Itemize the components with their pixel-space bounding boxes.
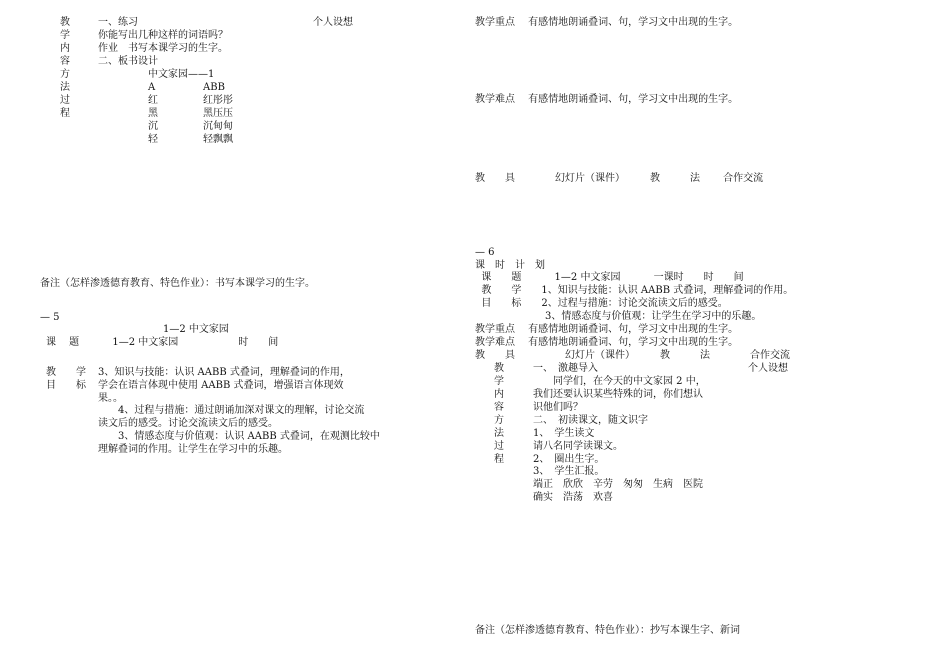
focus-row: 教学重点 有感情地朗诵叠词、句，学习文中出现的生字。 (475, 17, 739, 28)
vert-char: 教 (494, 363, 504, 374)
plan-line: 3、情感态度与价值观：让学生在学习中的乐趣。 (475, 311, 762, 322)
goal-line: 读文后的感受。讨论交流读文后的感受。 (98, 418, 278, 429)
lesson-heading: 1—2 中文家园 (163, 324, 229, 335)
process-line: 二、 初读课文，随文识字 (533, 415, 648, 426)
vert-char: 容 (494, 402, 504, 413)
page-number: — 6 (475, 247, 495, 258)
board-cell: 红 (148, 95, 158, 106)
process-line: 3、 学生汇报。 (533, 466, 605, 477)
board-cell: 黑压压 (203, 108, 233, 119)
board-cell: 轻 (148, 134, 158, 145)
process-line: 一、 激趣导入 (533, 363, 598, 374)
process-line: 我们还要认识某些特殊的词，你们想认 (533, 389, 703, 400)
goal-line: 3、知识与技能：认识 AABB 式叠词，理解叠词的作用， (98, 367, 350, 378)
vert-char: 容 (60, 56, 70, 67)
board-design-heading: 二、板书设计 (98, 56, 158, 67)
vert-char: 程 (60, 108, 70, 119)
goal-line: 理解叠词的作用。让学生在学习中的乐趣。 (98, 444, 288, 455)
vert-char: 教 (60, 17, 70, 28)
process-line: 1、 学生读文 (533, 428, 595, 439)
exercise-heading: 一、练习 (98, 17, 138, 28)
vert-char: 过 (494, 441, 504, 452)
board-cell: 红彤彤 (203, 95, 233, 106)
plan-line: 教学难点 有感情地朗诵叠词、句，学习文中出现的生字。 (475, 337, 739, 348)
process-line: 2、 圈出生字。 (533, 454, 605, 465)
vert-char: 学 (60, 30, 70, 41)
goal-line: 4、过程与措施：通过朗诵加深对课文的理解，讨论交流 (98, 405, 365, 416)
homework-line: 作业 书写本课学习的生字。 (98, 43, 228, 54)
board-cell: 轻飘飘 (203, 134, 233, 145)
goal-line: 3、情感态度与价值观：认识 AABB 式叠词，在观测比较中 (98, 431, 380, 442)
plan-line: 教 学 1、知识与技能：认识 AABB 式叠词，理解叠词的作用。 (475, 285, 794, 296)
goal-label: 目 标 (46, 380, 86, 391)
vert-char: 法 (60, 82, 70, 93)
tools-row: 教 具 幻灯片（课件） 教 法 合作交流 (475, 173, 764, 184)
process-line: 请八名同学读课文。 (533, 441, 623, 452)
board-cell: A (148, 82, 156, 93)
plan-line: 教 具 幻灯片（课件） 教 法 合作交流 (475, 350, 790, 361)
right-remark: 备注（怎样渗透德育教育、特色作业）：抄写本课生字、新词 (475, 625, 740, 636)
personal-thought-label: 个人设想 (313, 17, 353, 28)
vert-char: 方 (60, 69, 70, 80)
plan-title: 课 时 计 划 (475, 260, 545, 271)
vocab-line: 端正 欣欣 辛劳 匆匆 生病 医院 (533, 479, 703, 490)
process-line: 同学们，在今天的中文家园 2 中， (533, 376, 706, 387)
vert-char: 过 (60, 95, 70, 106)
vert-char: 方 (494, 415, 504, 426)
left-remark: 备注（怎样渗透德育教育、特色作业）：书写本课学习的生字。 (40, 278, 315, 289)
vert-char: 程 (494, 454, 504, 465)
board-cell: 黑 (148, 108, 158, 119)
board-cell: 沉 (148, 121, 158, 132)
plan-line: 教学重点 有感情地朗诵叠词、句，学习文中出现的生字。 (475, 324, 739, 335)
difficulty-row: 教学难点 有感情地朗诵叠词、句，学习文中出现的生字。 (475, 94, 739, 105)
vert-char: 法 (494, 428, 504, 439)
page-number: — 5 (40, 312, 60, 323)
goal-line: 学会在语言体现中使用 AABB 式叠词，增强语言体现效 (98, 380, 344, 391)
board-cell: ABB (203, 82, 225, 93)
vert-char: 内 (494, 389, 504, 400)
board-cell: 沉甸甸 (203, 121, 233, 132)
personal-thought-label: 个人设想 (748, 363, 788, 374)
plan-line: 目 标 2、过程与措施：讨论交流读文后的感受。 (475, 298, 728, 309)
topic-row: 课 题 1—2 中文家园 时 间 (46, 337, 279, 348)
vocab-line: 确实 浩荡 欢喜 (533, 492, 613, 503)
goal-label: 教 学 (46, 367, 86, 378)
plan-line: 课 题 1—2 中文家园 一课时 时 间 (475, 272, 744, 283)
board-title: 中文家园——1 (148, 69, 215, 80)
exercise-question: 你能写出几种这样的词语吗？ (98, 30, 228, 41)
process-line: 识他们吗？ (533, 402, 583, 413)
vert-char: 学 (494, 376, 504, 387)
goal-line: 果。。 (98, 393, 123, 404)
vert-char: 内 (60, 43, 70, 54)
